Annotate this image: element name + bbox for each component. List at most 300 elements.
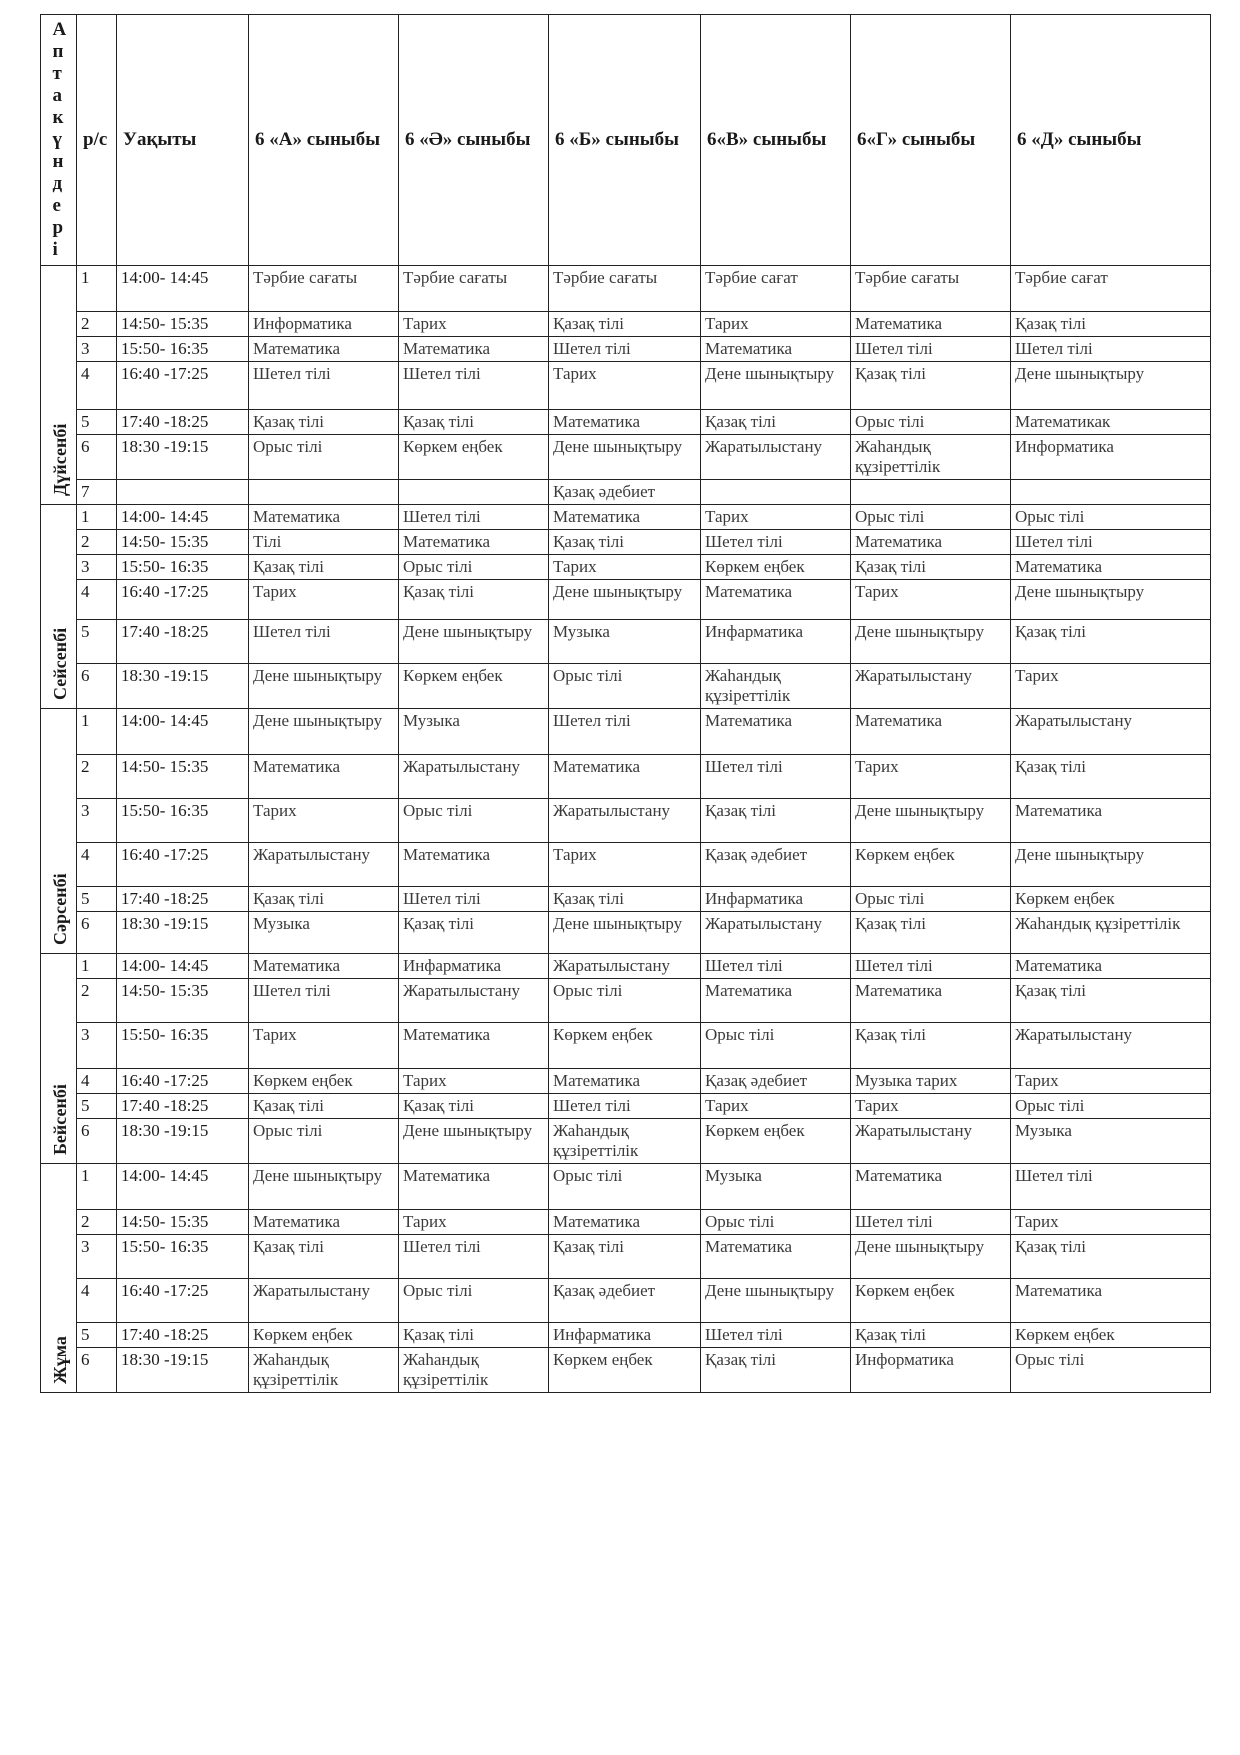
lesson-number: 1 [77,505,117,530]
lesson-number: 1 [77,1164,117,1210]
subject-cell: Дене шынықтыру [851,620,1011,664]
subject-cell: Орыс тілі [851,505,1011,530]
schedule-body [41,266,1211,1393]
subject-cell [399,480,549,505]
lesson-time [117,480,249,505]
subject-cell: Жаратылыстану [851,664,1011,709]
subject-cell: Шетел тілі [1011,530,1211,555]
subject-cell: Көркем еңбек [549,1023,701,1069]
subject-cell: Тарих [1011,1210,1211,1235]
subject-cell: Қазақ тілі [399,410,549,435]
subject-cell: Қазақ тілі [1011,312,1211,337]
day-name: Жұма [49,1336,70,1384]
subject-cell: Информатика [1011,435,1211,480]
lesson-number: 5 [77,1323,117,1348]
lesson-time: 18:30 -19:15 [117,1119,249,1164]
subject-cell: Қазақ тілі [701,1348,851,1393]
subject-cell: Жаһандық құзіреттілік [549,1119,701,1164]
schedule-row [41,843,1211,887]
subject-cell: Қазақ тілі [549,530,701,555]
subject-cell: Математика [701,979,851,1023]
schedule-row [41,1069,1211,1094]
schedule-row [41,799,1211,843]
lesson-number: 4 [77,1069,117,1094]
subject-cell [1011,480,1211,505]
subject-cell: Көркем еңбек [851,1279,1011,1323]
schedule-row [41,709,1211,755]
subject-cell: Математика [701,1235,851,1279]
subject-cell: Орыс тілі [549,1164,701,1210]
subject-cell: Дене шынықтыру [701,1279,851,1323]
subject-cell: Тарих [1011,1069,1211,1094]
subject-cell: Шетел тілі [701,1323,851,1348]
lesson-number: 5 [77,620,117,664]
subject-cell: Қазақ тілі [1011,620,1211,664]
schedule-row [41,1119,1211,1164]
subject-cell: Математика [1011,954,1211,979]
subject-cell: Шетел тілі [1011,337,1211,362]
subject-cell: Орыс тілі [1011,1348,1211,1393]
lesson-number: 5 [77,1094,117,1119]
lesson-time: 17:40 -18:25 [117,410,249,435]
subject-cell: Математика [249,505,399,530]
subject-cell: Орыс тілі [851,410,1011,435]
schedule-row [41,530,1211,555]
subject-cell: Жаратылыстану [1011,1023,1211,1069]
subject-cell: Музыка [701,1164,851,1210]
subject-cell: Жаһандық құзіреттілік [851,435,1011,480]
lesson-time: 16:40 -17:25 [117,1279,249,1323]
subject-cell: Дене шынықтыру [549,912,701,954]
subject-cell: Жаратылыстану [701,912,851,954]
subject-cell: Математика [399,530,549,555]
subject-cell: Қазақ тілі [399,580,549,620]
lesson-time: 14:50- 15:35 [117,755,249,799]
subject-cell: Жаратылыстану [851,1119,1011,1164]
subject-cell: Қазақ тілі [249,410,399,435]
subject-cell: Математика [851,709,1011,755]
schedule-row [41,1279,1211,1323]
subject-cell: Тарих [549,555,701,580]
subject-cell: Орыс тілі [549,979,701,1023]
subject-cell: Математика [851,530,1011,555]
schedule-row [41,555,1211,580]
subject-cell: Дене шынықтыру [701,362,851,410]
subject-cell: Шетел тілі [549,709,701,755]
subject-cell: Математика [701,709,851,755]
schedule-row [41,1210,1211,1235]
subject-cell: Қазақ әдебиет [549,1279,701,1323]
subject-cell: Қазақ тілі [549,1235,701,1279]
lesson-time: 17:40 -18:25 [117,1323,249,1348]
subject-cell: Орыс тілі [1011,505,1211,530]
schedule-row [41,580,1211,620]
subject-cell: Тарих [701,1094,851,1119]
subject-cell: Математика [851,312,1011,337]
subject-cell: Шетел тілі [701,954,851,979]
subject-cell: Дене шынықтыру [249,1164,399,1210]
day-name: Сейсенбі [49,627,70,700]
subject-cell: Қазақ әдебиет [701,843,851,887]
lesson-number: 3 [77,337,117,362]
lesson-number: 6 [77,1119,117,1164]
subject-cell: Көркем еңбек [1011,887,1211,912]
subject-cell: Дене шынықтыру [399,1119,549,1164]
subject-cell: Қазақ тілі [249,1094,399,1119]
lesson-time: 14:50- 15:35 [117,312,249,337]
class-header-6b: 6 «Б» сыныбы [549,15,701,266]
subject-cell: Тәрбие сағат [1011,266,1211,312]
lesson-number: 4 [77,580,117,620]
subject-cell: Шетел тілі [399,887,549,912]
lesson-number: 3 [77,555,117,580]
subject-cell: Дене шынықтыру [1011,362,1211,410]
subject-cell: Математика [399,843,549,887]
subject-cell: Қазақ тілі [851,555,1011,580]
subject-cell: Орыс тілі [399,799,549,843]
subject-cell: Тарих [701,312,851,337]
subject-cell [701,480,851,505]
lesson-time: 16:40 -17:25 [117,843,249,887]
lesson-number: 7 [77,480,117,505]
subject-cell: Математика [549,505,701,530]
subject-cell: Шетел тілі [399,1235,549,1279]
lesson-number: 3 [77,1235,117,1279]
schedule-row [41,337,1211,362]
subject-cell: Музыка тарих [851,1069,1011,1094]
lesson-time: 14:00- 14:45 [117,1164,249,1210]
day-cell [41,954,77,1164]
subject-cell: Тәрбие сағаты [549,266,701,312]
subject-cell: Математика [701,580,851,620]
lesson-time: 14:00- 14:45 [117,954,249,979]
subject-cell: Орыс тілі [1011,1094,1211,1119]
lesson-number: 2 [77,755,117,799]
subject-cell: Көркем еңбек [701,1119,851,1164]
subject-cell: Көркем еңбек [851,843,1011,887]
subject-cell: Математика [549,1210,701,1235]
subject-cell: Жаратылыстану [549,954,701,979]
subject-cell: Математика [249,954,399,979]
day-cell [41,505,77,709]
class-header-6g: 6«Г» сыныбы [851,15,1011,266]
subject-cell: Шетел тілі [549,337,701,362]
subject-cell: Математика [549,755,701,799]
schedule-row [41,1094,1211,1119]
subject-cell: Қазақ тілі [249,555,399,580]
subject-cell: Шетел тілі [249,979,399,1023]
schedule-row [41,362,1211,410]
lesson-number: 5 [77,410,117,435]
lesson-number: 5 [77,887,117,912]
subject-cell: Орыс тілі [399,1279,549,1323]
subject-cell: Математика [549,410,701,435]
subject-cell: Жаратылыстану [549,799,701,843]
day-name: Дүйсенбі [49,423,70,496]
subject-cell: Орыс тілі [549,664,701,709]
schedule-table [40,14,1211,1393]
lesson-number: 2 [77,979,117,1023]
lesson-number: 2 [77,530,117,555]
schedule-row [41,435,1211,480]
subject-cell: Жаратылыстану [249,1279,399,1323]
lesson-time: 14:50- 15:35 [117,979,249,1023]
subject-cell: Шетел тілі [701,530,851,555]
subject-cell: Қазақ тілі [249,1235,399,1279]
subject-cell: Математика [249,1210,399,1235]
lesson-time: 17:40 -18:25 [117,887,249,912]
subject-cell: Математика [399,1023,549,1069]
schedule-row [41,664,1211,709]
subject-cell: Жаратылыстану [701,435,851,480]
subject-cell: Математика [1011,555,1211,580]
subject-cell: Орыс тілі [851,887,1011,912]
day-name: Сәрсенбі [49,873,70,945]
lesson-time: 18:30 -19:15 [117,664,249,709]
subject-cell: Жаһандық құзіреттілік [1011,912,1211,954]
subject-cell: Математика [851,979,1011,1023]
subject-cell: Математика [549,1069,701,1094]
subject-cell: Математика [701,337,851,362]
subject-cell: Тарих [249,799,399,843]
day-cell [41,266,77,505]
schedule-sheet [40,14,1220,1393]
subject-cell: Жаһандық құзіреттілік [701,664,851,709]
lesson-number: 1 [77,954,117,979]
subject-cell: Шетел тілі [851,954,1011,979]
subject-cell: Қазақ тілі [549,312,701,337]
subject-cell: Тәрбие сағаты [399,266,549,312]
lesson-time: 15:50- 16:35 [117,1023,249,1069]
schedule-row [41,954,1211,979]
subject-cell: Информатика [249,312,399,337]
subject-cell: Дене шынықтыру [249,664,399,709]
subject-cell: Шетел тілі [399,362,549,410]
lesson-number: 3 [77,1023,117,1069]
lesson-number: 6 [77,664,117,709]
schedule-row [41,1164,1211,1210]
subject-cell: Орыс тілі [701,1023,851,1069]
lesson-time: 18:30 -19:15 [117,912,249,954]
lesson-time: 15:50- 16:35 [117,799,249,843]
subject-cell: Тәрбие сағаты [249,266,399,312]
subject-cell: Қазақ тілі [851,912,1011,954]
schedule-row [41,410,1211,435]
subject-cell: Тарих [549,362,701,410]
day-cell [41,1164,77,1393]
subject-cell: Тарих [399,312,549,337]
subject-cell: Көркем еңбек [399,664,549,709]
subject-cell: Музыка [1011,1119,1211,1164]
subject-cell: Жаратылыстану [249,843,399,887]
schedule-row [41,505,1211,530]
lesson-time: 18:30 -19:15 [117,1348,249,1393]
subject-cell: Дене шынықтыру [1011,580,1211,620]
subject-cell: Шетел тілі [399,505,549,530]
class-header-6a: 6 «А» сыныбы [249,15,399,266]
schedule-row [41,1023,1211,1069]
subject-cell: Тарих [1011,664,1211,709]
subject-cell: Қазақ тілі [701,410,851,435]
subject-cell: Қазақ тілі [399,912,549,954]
day-name: Бейсенбі [49,1084,70,1155]
subject-cell: Орыс тілі [249,435,399,480]
class-header-6ae: 6 «Ә» сыныбы [399,15,549,266]
subject-cell: Орыс тілі [399,555,549,580]
lesson-time: 17:40 -18:25 [117,1094,249,1119]
schedule-row [41,312,1211,337]
subject-cell: Дене шынықтыру [549,435,701,480]
subject-cell: Тарих [701,505,851,530]
lesson-number: 3 [77,799,117,843]
subject-cell: Шетел тілі [549,1094,701,1119]
lesson-number: 4 [77,1279,117,1323]
subject-cell: Информатика [851,1348,1011,1393]
lesson-time: 15:50- 16:35 [117,1235,249,1279]
lesson-number: 6 [77,1348,117,1393]
lesson-number: 1 [77,709,117,755]
subject-cell: Шетел тілі [1011,1164,1211,1210]
subject-cell: Математика [249,755,399,799]
subject-cell: Дене шынықтыру [851,799,1011,843]
subject-cell: Музыка [399,709,549,755]
subject-cell: Тарих [851,755,1011,799]
schedule-row [41,912,1211,954]
subject-cell: Қазақ тілі [399,1094,549,1119]
lesson-number: 1 [77,266,117,312]
subject-cell: Қазақ тілі [1011,755,1211,799]
subject-cell [851,480,1011,505]
class-header-6v: 6«В» сыныбы [701,15,851,266]
subject-cell: Музыка [549,620,701,664]
schedule-row [41,1323,1211,1348]
lesson-time: 14:00- 14:45 [117,266,249,312]
subject-cell: Көркем еңбек [1011,1323,1211,1348]
subject-cell: Орыс тілі [701,1210,851,1235]
lesson-time: 14:50- 15:35 [117,530,249,555]
subject-cell: Жаһандық құзіреттілік [249,1348,399,1393]
subject-cell: Инфарматика [701,887,851,912]
subject-cell: Математика [1011,799,1211,843]
subject-cell: Қазақ әдебиет [549,480,701,505]
subject-cell: Қазақ тілі [701,799,851,843]
schedule-row [41,480,1211,505]
subject-cell: Математикак [1011,410,1211,435]
subject-cell: Шетел тілі [701,755,851,799]
time-header: Уақыты [117,15,249,266]
subject-cell: Тәрбие сағаты [851,266,1011,312]
subject-cell: Математика [851,1164,1011,1210]
lesson-time: 17:40 -18:25 [117,620,249,664]
schedule-row [41,755,1211,799]
subject-cell: Қазақ тілі [1011,1235,1211,1279]
subject-cell: Қазақ әдебиет [701,1069,851,1094]
lesson-time: 15:50- 16:35 [117,337,249,362]
lesson-number: 4 [77,843,117,887]
subject-cell: Қазақ тілі [851,1023,1011,1069]
lesson-number: 6 [77,435,117,480]
subject-cell: Жаратылыстану [399,979,549,1023]
subject-cell: Тарих [851,580,1011,620]
subject-cell: Дене шынықтыру [399,620,549,664]
subject-cell: Дене шынықтыру [249,709,399,755]
subject-cell: Инфарматика [399,954,549,979]
subject-cell: Көркем еңбек [249,1323,399,1348]
lesson-time: 14:00- 14:45 [117,505,249,530]
subject-cell: Орыс тілі [249,1119,399,1164]
subject-cell: Жаһандық құзіреттілік [399,1348,549,1393]
days-header: Апта күндері [41,15,77,266]
schedule-row [41,979,1211,1023]
lesson-number: 4 [77,362,117,410]
subject-cell: Тарих [399,1069,549,1094]
lesson-time: 16:40 -17:25 [117,580,249,620]
schedule-row [41,1348,1211,1393]
subject-cell: Инфарматика [549,1323,701,1348]
subject-cell: Математика [399,337,549,362]
subject-cell: Дене шынықтыру [851,1235,1011,1279]
subject-cell: Тарих [851,1094,1011,1119]
subject-cell: Тарих [249,580,399,620]
class-header-6d: 6 «Д» сыныбы [1011,15,1211,266]
lesson-time: 16:40 -17:25 [117,362,249,410]
lesson-number: 6 [77,912,117,954]
lesson-time: 14:50- 15:35 [117,1210,249,1235]
subject-cell: Тәрбие сағат [701,266,851,312]
subject-cell: Жаратылыстану [399,755,549,799]
subject-cell: Тілі [249,530,399,555]
subject-cell: Тарих [249,1023,399,1069]
subject-cell: Шетел тілі [851,337,1011,362]
subject-cell: Көркем еңбек [399,435,549,480]
subject-cell: Көркем еңбек [701,555,851,580]
subject-cell: Дене шынықтыру [549,580,701,620]
subject-cell: Қазақ тілі [1011,979,1211,1023]
day-cell [41,709,77,954]
subject-cell: Шетел тілі [249,620,399,664]
subject-cell: Қазақ тілі [399,1323,549,1348]
subject-cell: Шетел тілі [249,362,399,410]
subject-cell: Тарих [549,843,701,887]
lesson-time: 18:30 -19:15 [117,435,249,480]
subject-cell [249,480,399,505]
subject-cell: Қазақ тілі [851,362,1011,410]
subject-cell: Дене шынықтыру [1011,843,1211,887]
subject-cell: Музыка [249,912,399,954]
subject-cell: Қазақ тілі [249,887,399,912]
num-header: р/с [77,15,117,266]
lesson-time: 14:00- 14:45 [117,709,249,755]
subject-cell: Инфарматика [701,620,851,664]
subject-cell: Жаратылыстану [1011,709,1211,755]
subject-cell: Шетел тілі [851,1210,1011,1235]
lesson-time: 16:40 -17:25 [117,1069,249,1094]
lesson-number: 2 [77,1210,117,1235]
subject-cell: Тарих [399,1210,549,1235]
schedule-row [41,1235,1211,1279]
header-row [41,15,1211,266]
schedule-row [41,887,1211,912]
subject-cell: Математика [399,1164,549,1210]
subject-cell: Қазақ тілі [549,887,701,912]
lesson-number: 2 [77,312,117,337]
schedule-row [41,620,1211,664]
subject-cell: Математика [249,337,399,362]
subject-cell: Көркем еңбек [249,1069,399,1094]
lesson-time: 15:50- 16:35 [117,555,249,580]
subject-cell: Қазақ тілі [851,1323,1011,1348]
subject-cell: Математика [1011,1279,1211,1323]
